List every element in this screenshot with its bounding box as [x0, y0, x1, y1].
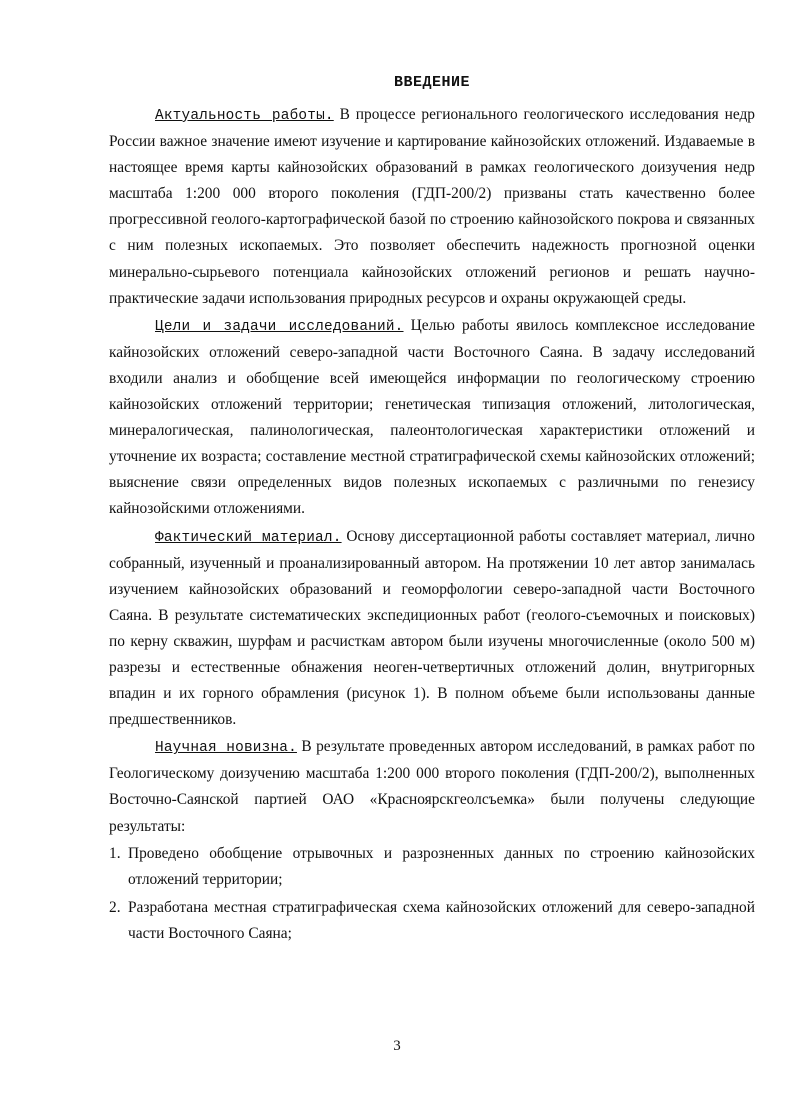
section-heading-novelty: Научная новизна.	[155, 740, 297, 757]
paragraph-text: В процессе регионального геологического исследования недр России важное значение имеют изучение и картирование кайнозойских отложений. Издаваемые в настоящее время карты кайнозойских образований в рамках геологического доизучения недр масштаба 1:200 000 второго поколения (ГДП-200/2) призваны стать качественно более прогрессивной геолого-картографической базой по строению кайнозойского покрова и связанных с ним полезных ископаемых. Это позволяет обеспечить надежность прогнозной оценки минерально-сырьевого потенциала кайнозойских отложений регионов и решать научно-практические задачи использования природных ресурсов и охраны окружающей среды.	[109, 106, 755, 307]
paragraph-text: В результате проведенных автором исследований, в рамках работ по Геологическому доизучению масштаба 1:200 000 второго поколения (ГДП-200/2), выполненных Восточно-Саянской партией ОАО «Красноярскгеолсъемка» были получены следующие результаты:	[109, 738, 755, 835]
paragraph-goals	[109, 313, 755, 523]
page-title: ВВЕДЕНИЕ	[393, 74, 470, 91]
results-list	[109, 841, 755, 947]
paragraph-relevance	[109, 102, 755, 312]
list-item-text: Проведено обобщение отрывочных и разрозненных данных по строению кайнозойских отложений территории;	[128, 844, 755, 888]
list-item-number: 2.	[109, 898, 121, 916]
page-content	[109, 72, 755, 949]
list-item	[109, 841, 755, 893]
section-heading-material: Фактический материал.	[155, 529, 342, 546]
list-item-number: 1.	[109, 844, 121, 862]
list-item-text: Разработана местная стратиграфическая схема кайнозойских отложений для северо-западной части Восточного Саяна;	[128, 898, 755, 942]
list-item	[109, 895, 755, 947]
section-heading-relevance: Актуальность работы.	[155, 108, 334, 124]
paragraph-text: Основу диссертационной работы составляет материал, лично собранный, изученный и проанализированный автором. На протяжении 10 лет автор занималась изучением кайнозойских образований и геоморфологии северо-западной части Восточного Саяна. В результате систематических экспедиционных работ (геолого-съемочных и поисковых) по керну скважин, шурфам и расчисткам автором были изучены многочисленные (около 500 м) разрезы и естественные обнажения неоген-четвертичных отложений долин, внутригорных впадин и их горного обрамления (рисунок 1). В полном объеме были использованы данные предшественников.	[109, 527, 755, 729]
section-heading-goals: Цели и задачи исследований.	[155, 318, 404, 335]
paragraph-material	[109, 524, 755, 734]
paragraph-text: Целью работы явилось комплексное исследование кайнозойских отложений северо-западной части Восточного Саяна. В задачу исследований входили анализ и обобщение всей имеющейся информации по геологическому строению кайнозойских отложений территории; генетическая типизация отложений, литологическая, минералогическая, палинологическая, палеонтологическая характеристики отложений и уточнение их возраста; составление местной стратиграфической схемы кайнозойских отложений; выяснение связи определенных видов полезных ископаемых с различными по генезису кайнозойскими отложениями.	[109, 316, 755, 518]
paragraph-novelty	[109, 734, 755, 839]
page-number: 3	[393, 1038, 401, 1054]
